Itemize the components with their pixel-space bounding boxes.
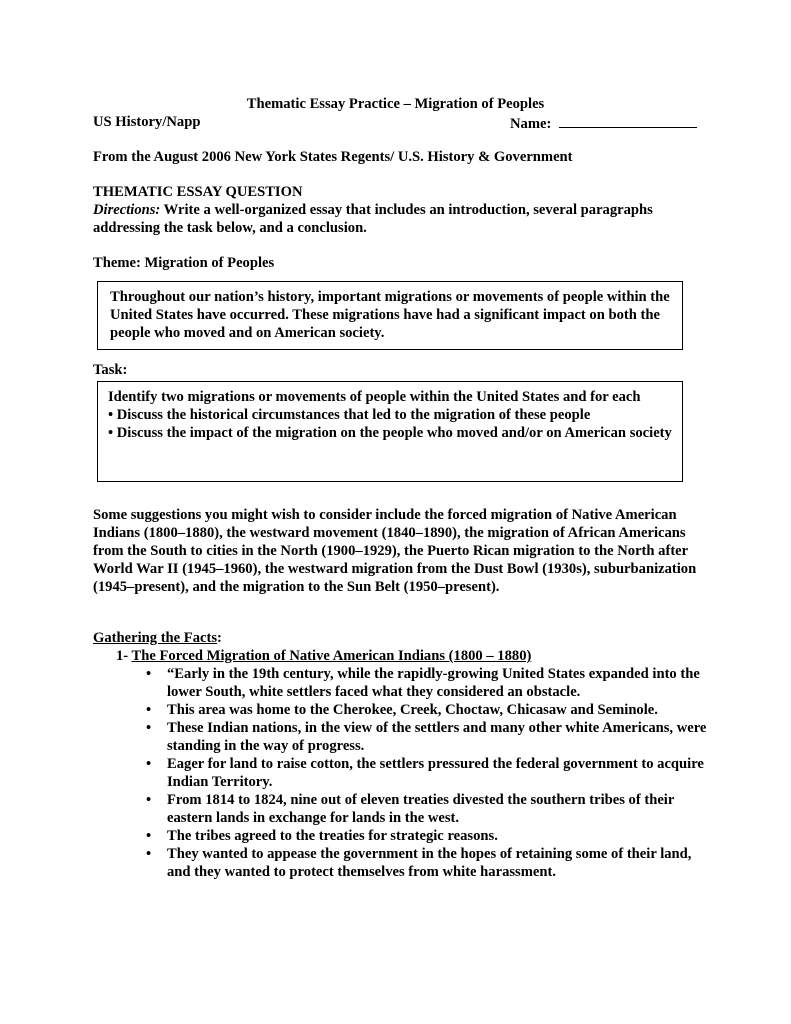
source-line: From the August 2006 New York States Regents/ U.S. History & Government: [93, 149, 573, 165]
task-line-3: • Discuss the impact of the migration on the people who moved and/or on American society: [108, 425, 672, 441]
list-item: • “Early in the 19th century, while the rapidly-growing United States expanded into the lower South, white settlers faced what they considered an obstacle.: [167, 665, 707, 701]
task-box: [97, 381, 683, 482]
section-number: 1-: [116, 648, 132, 664]
name-blank-line: [559, 113, 697, 128]
list-item: • These Indian nations, in the view of the settlers and many other white Americans, were standing in the way of progress.: [167, 719, 707, 755]
gathering-facts-colon: :: [217, 630, 222, 646]
section-heading: [116, 647, 531, 665]
list-item: • They wanted to appease the government in the hopes of retaining some of their land, and they wanted to protect themselves from white harassment.: [167, 845, 707, 881]
suggestions-paragraph: Some suggestions you might wish to consider include the forced migration of Native American Indians (1800–1880), the westward movement (1840–1890), the migration of African Americans from the South to cities in the North (1900–1929), the Puerto Rican migration to the North after World War II (1945–1960), the westward migration from the Dust Bowl (1930s), suburbanization (1945–present), and the migration to the Sun Belt (1950–present).: [93, 507, 697, 595]
directions-label: Directions:: [93, 202, 161, 218]
course-label: US History/Napp: [93, 114, 201, 130]
list-item: • The tribes agreed to the treaties for strategic reasons.: [167, 827, 707, 845]
name-label: Name:: [510, 116, 555, 132]
task-line-2: • Discuss the historical circumstances that led to the migration of these people: [108, 407, 591, 423]
gathering-facts-title: Gathering the Facts: [93, 630, 218, 646]
theme-label: Theme: Migration of Peoples: [93, 255, 275, 271]
list-item: • Eager for land to raise cotton, the settlers pressured the federal government to acquire Indian Territory.: [167, 755, 707, 791]
directions: [93, 201, 703, 237]
list-item: • From 1814 to 1824, nine out of eleven treaties divested the southern tribes of their eastern lands in exchange for lands in the west.: [167, 791, 707, 827]
question-heading: THEMATIC ESSAY QUESTION: [93, 184, 303, 200]
directions-text: Write a well-organized essay that includes an introduction, several paragraphs addressing the task below, and a conclusion.: [93, 202, 653, 236]
document-title: Thematic Essay Practice – Migration of Peoples: [246, 96, 545, 112]
task-label: Task:: [93, 362, 128, 378]
name-field: [510, 113, 697, 133]
facts-list: [167, 665, 707, 881]
task-line-1: Identify two migrations or movements of people within the United States and for each: [108, 389, 641, 405]
list-item: • This area was home to the Cherokee, Creek, Choctaw, Chicasaw and Seminole.: [167, 701, 707, 719]
theme-box: [97, 281, 683, 350]
theme-box-text: Throughout our nation’s history, important migrations or movements of people within the United States have occurred. These migrations have had a significant impact on both the people who moved and on American society.: [110, 289, 670, 341]
gathering-facts-heading: [93, 629, 222, 647]
section-title: The Forced Migration of Native American Indians (1800 – 1880): [131, 648, 532, 664]
